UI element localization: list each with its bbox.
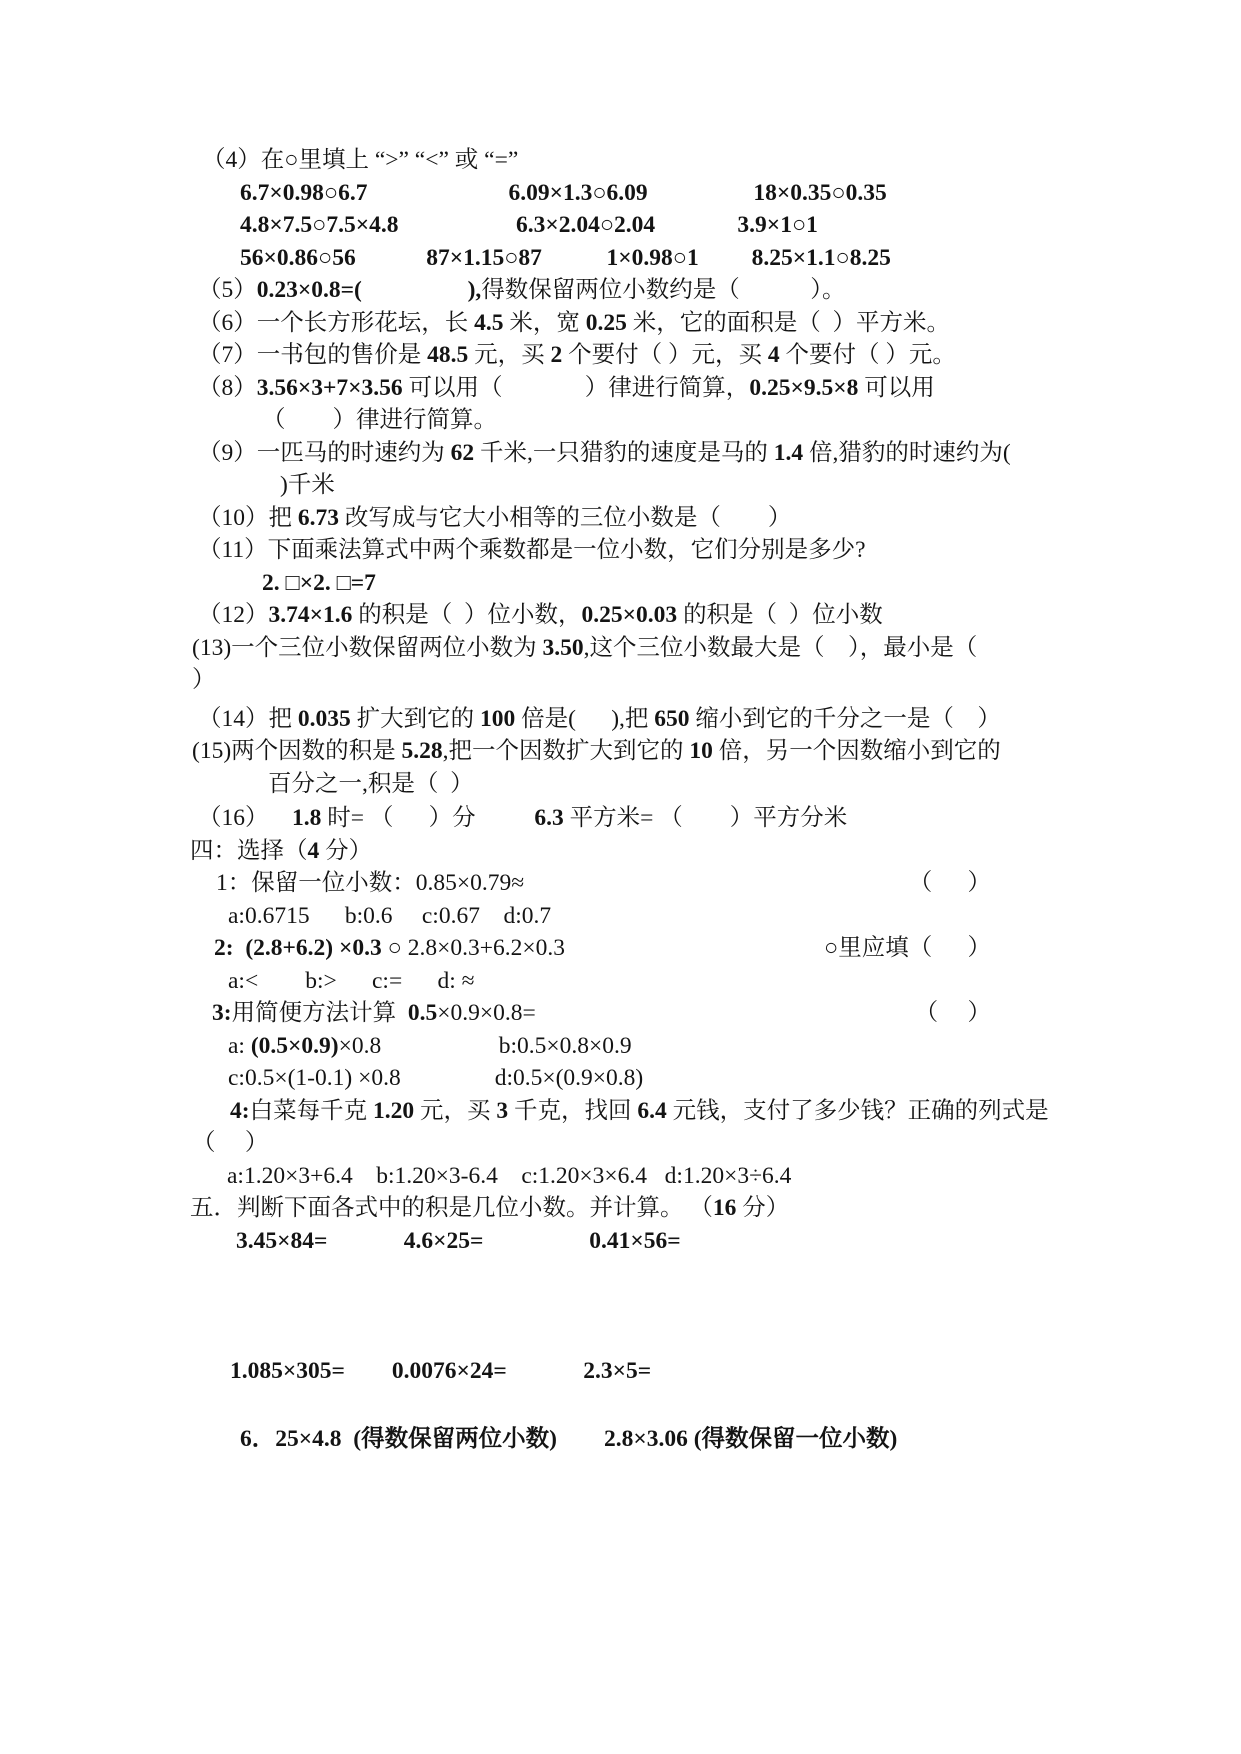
text-line-25 [190, 932, 1141, 965]
text-segment: 千米,一只猎豹的速度是马的 [474, 439, 774, 466]
math-expression: 6.7×0.98○6.7 6.09×1.3○6.09 18×0.35○0.35 [240, 179, 887, 206]
answer-blank: （ ） [908, 870, 991, 896]
text-line-35 [190, 1355, 1141, 1388]
math-expression: 48.5 [427, 342, 469, 368]
text-line-1 [190, 144, 1141, 177]
text-segment: （8） [198, 374, 257, 401]
text-segment: 1：保留一位小数：0.85×0.79≈ [216, 870, 525, 896]
text-line-31 [190, 1127, 1141, 1160]
text-segment: c:0.5×(1-0.1) ×0.8 d:0.5×(0.9×0.8) [228, 1065, 644, 1091]
text-segment: 元，买 [468, 342, 551, 368]
text-line-30 [190, 1095, 1141, 1128]
text-line-11 [190, 469, 1141, 502]
math-expression: 5.28 [401, 738, 443, 764]
math-expression: 100 [480, 705, 516, 732]
text-segment: （10） [198, 504, 269, 531]
text-segment: （14） [198, 705, 269, 732]
text-segment: 米，它的面积是（ ）平方米。 [626, 309, 950, 336]
text-segment: ,这个三位小数最大是（ ），最小是（ [583, 634, 978, 661]
text-segment: （4）在○里填上 “>” “<” 或 “=” [202, 147, 519, 173]
text-line-36 [190, 1423, 1141, 1456]
text-segment: (15) [192, 738, 232, 764]
math-expression: 3 [496, 1097, 509, 1124]
math-expression: 3: [212, 1000, 232, 1026]
text-segment: （16） [198, 805, 269, 831]
text-segment: 倍，另一个因数缩小到它的 [712, 738, 1001, 764]
text-segment: ○ 2.8×0.3+6.2×0.3 [381, 935, 565, 961]
text-segment: ×0.9×0.8= [437, 1000, 536, 1026]
text-segment: a:< b:> c:= d: ≈ [228, 967, 475, 994]
math-expression: 6.73 [297, 504, 339, 531]
math-expression: 3.50 [542, 634, 584, 661]
text-segment: 可以用（ ）律进行简算， [402, 374, 750, 401]
math-expression: 6.3 [534, 805, 564, 831]
math-expression: 0.5 [407, 1000, 438, 1026]
text-segment: 得数保留两位小数约是（ ）。 [481, 277, 846, 303]
math-expression: (得数保留一位小数) [687, 1425, 898, 1452]
math-expression: 56×0.86○56 87×1.15○87 1×0.98○1 8.25×1.1○8.25 [240, 244, 891, 271]
text-segment: 一个长方形花坛，长 [256, 309, 475, 336]
text-segment: 千克，找回 [508, 1097, 638, 1124]
text-line-19 [190, 735, 1141, 768]
text-segment: 把 [268, 504, 298, 531]
text-segment: 平方米= （ ）平方分米 [563, 805, 848, 831]
text-segment: ） [192, 667, 216, 693]
text-segment: 元，买 [414, 1097, 497, 1124]
text-segment: 缩小到它的千分之一是（ ） [689, 705, 1001, 732]
text-segment: ,把一个因数扩大到它的 [442, 738, 690, 764]
text-line-24 [190, 900, 1141, 933]
math-expression: (2.8+6.2) ×0.3 [245, 935, 382, 961]
text-segment: 扩大到它的 [350, 705, 480, 732]
text-segment: （7） [198, 342, 257, 368]
math-expression: 1.8 [292, 805, 322, 831]
math-expression: 0.25×0.03 [581, 602, 678, 628]
text-segment: 的积是（ ）位小数 [677, 602, 883, 628]
text-line-29 [190, 1062, 1141, 1095]
text-segment: 时= （ ）分 [321, 805, 535, 831]
text-segment [234, 935, 246, 961]
text-segment: 的积是（ ）位小数， [352, 602, 582, 628]
math-expression: 6.4 [637, 1097, 667, 1124]
text-segment [269, 805, 293, 831]
math-expression: 650 [654, 705, 690, 732]
text-segment: 百分之一,积是（ ） [268, 770, 474, 797]
text-segment: 分） [736, 1195, 790, 1221]
text-segment: )千米 [280, 472, 335, 498]
text-segment: （11） [198, 537, 268, 563]
text-segment: 个要付（ ）元，买 [562, 342, 768, 368]
text-segment: 白菜每千克 [249, 1097, 373, 1124]
text-segment: （ ） [192, 1130, 269, 1156]
text-line-22 [190, 835, 1141, 868]
text-segment: 用简便方法计算 [231, 1000, 408, 1026]
math-expression: 4.8×7.5○7.5×4.8 6.3×2.04○2.04 3.9×1○1 [240, 212, 818, 238]
text-line-9 [190, 404, 1141, 437]
text-segment: 倍,猎豹的时速约为( [803, 439, 1011, 466]
math-expression: 3.45×84= 4.6×25= 0.41×56= [236, 1227, 681, 1254]
math-expression: 0.25 [585, 309, 627, 336]
math-expression: 62 [450, 439, 475, 466]
text-line-18 [190, 703, 1141, 736]
text-line-16 [190, 632, 1141, 665]
text-line-2 [190, 177, 1141, 210]
text-segment: 把 [268, 705, 298, 732]
math-expression: 3.74×1.6 [268, 602, 353, 628]
text-segment: 改写成与它大小相等的三位小数是（ ） [339, 504, 792, 531]
text-segment: （9） [198, 439, 257, 466]
text-segment: 一匹马的时速约为 [256, 439, 451, 466]
text-segment: 四：选择（ [190, 837, 308, 864]
math-expression: 2. □×2. □=7 [262, 569, 376, 596]
text-line-33 [190, 1192, 1141, 1225]
math-expression: 2 [550, 342, 563, 368]
answer-blank: ○里应填（ ） [824, 935, 991, 961]
math-expression: 1.20 [372, 1097, 415, 1124]
text-line-17 [190, 664, 1141, 697]
text-line-28 [190, 1030, 1141, 1063]
text-segment: a:0.6715 b:0.6 c:0.67 d:0.7 [228, 902, 552, 929]
text-segment: 个要付（ ）元。 [779, 342, 956, 368]
text-line-4 [190, 242, 1141, 275]
text-line-23 [190, 867, 1141, 900]
text-line-32 [190, 1160, 1141, 1193]
math-expression: 0.035 [297, 705, 351, 732]
math-expression: 2.8×3.06 [603, 1425, 688, 1452]
text-line-26 [190, 965, 1141, 998]
math-expression: (得数保留两位小数) [341, 1425, 604, 1452]
text-segment: (13) [192, 634, 232, 661]
text-segment: 元钱，支付了多少钱？正确的列式是 [666, 1097, 1049, 1124]
text-segment: a:1.20×3+6.4 b:1.20×3-6.4 c:1.20×3×6.4 d:1.20×3÷6.4 [227, 1162, 792, 1189]
math-expression: 0.23×0.8=( ), [256, 277, 482, 303]
text-line-8 [190, 372, 1141, 405]
math-expression: 4 [767, 342, 780, 368]
text-line-34 [190, 1225, 1141, 1258]
text-segment: 一个三位小数保留两位小数为 [231, 634, 543, 661]
answer-blank: （ ） [914, 1000, 991, 1026]
text-line-14 [190, 567, 1141, 600]
math-expression: 2: [214, 935, 234, 961]
math-expression: 4 [307, 837, 320, 864]
math-expression: 4.5 [474, 309, 504, 336]
text-segment: 可以用 [858, 374, 935, 401]
text-line-20 [190, 768, 1141, 801]
math-expression: 1.085×305= 0.0076×24= 2.3×5= [230, 1358, 652, 1384]
math-expression: 3.56×3+7×3.56 [256, 374, 403, 401]
math-expression: 6．25×4.8 [240, 1425, 342, 1452]
text-segment: 两个因数的积是 [231, 738, 402, 764]
math-expression: (0.5×0.9) [250, 1032, 339, 1059]
text-line-3 [190, 209, 1141, 242]
text-line-6 [190, 307, 1141, 340]
text-line-10 [190, 437, 1141, 470]
text-segment: 分） [319, 837, 373, 864]
math-expression: 16 [712, 1195, 737, 1221]
text-segment: （12） [198, 602, 269, 628]
text-segment: 倍是( ),把 [515, 705, 655, 732]
math-expression: 10 [689, 738, 713, 764]
text-segment: ×0.8 b:0.5×0.8×0.9 [338, 1032, 632, 1059]
text-segment: 五．判断下面各式中的积是几位小数。并计算。 （ [190, 1195, 713, 1221]
text-line-7 [190, 339, 1141, 372]
text-line-15 [190, 599, 1141, 632]
math-expression: 1.4 [773, 439, 804, 466]
text-line-12 [190, 502, 1141, 535]
text-line-13 [190, 534, 1141, 567]
text-segment: （6） [198, 309, 257, 336]
text-segment: a: [228, 1032, 251, 1059]
text-line-21 [190, 802, 1141, 835]
text-segment: （5） [198, 277, 257, 303]
math-expression: 0.25×9.5×8 [749, 374, 859, 401]
math-expression: 4: [230, 1097, 250, 1124]
text-segment: 一书包的售价是 [256, 342, 428, 368]
text-segment: 下面乘法算式中两个乘数都是一位小数，它们分别是多少? [267, 537, 866, 563]
text-segment: 米，宽 [503, 309, 586, 336]
text-line-5 [190, 274, 1141, 307]
text-line-27 [190, 997, 1141, 1030]
text-segment: （ ）律进行简算。 [262, 407, 497, 433]
